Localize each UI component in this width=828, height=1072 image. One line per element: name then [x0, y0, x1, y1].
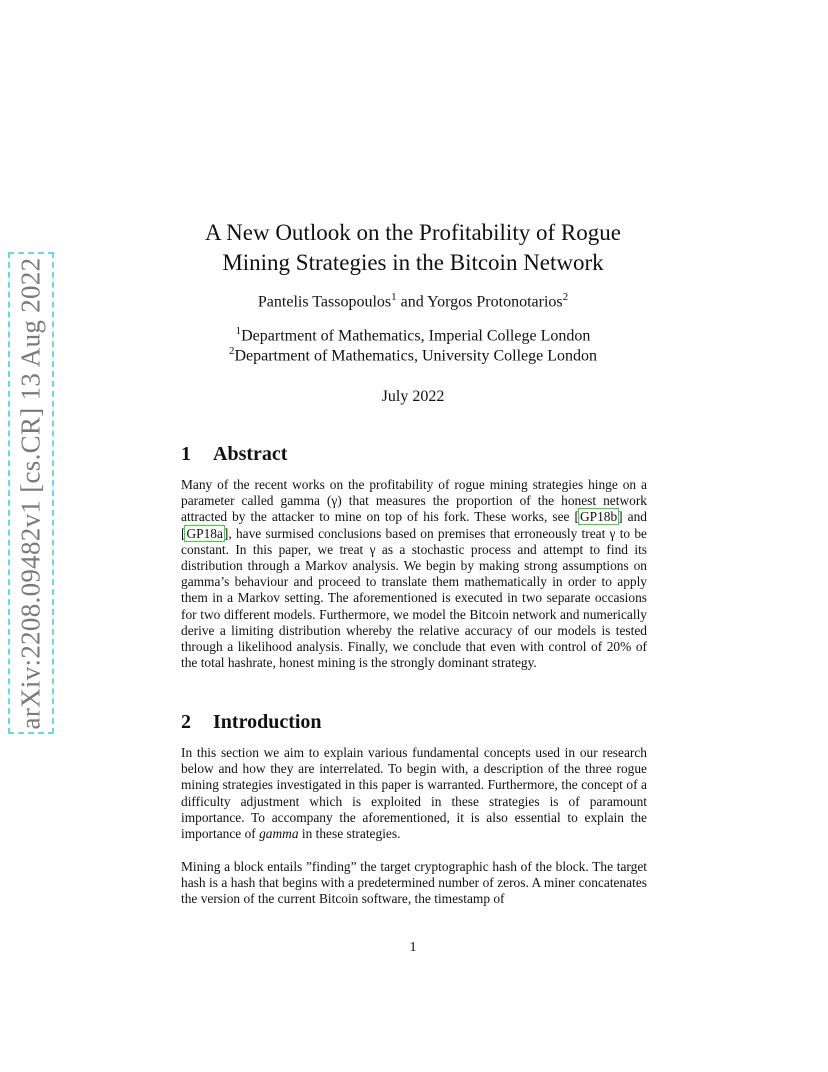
- authors: [180, 291, 646, 311]
- affiliation-2: [180, 345, 646, 365]
- paper-date: July 2022: [381, 388, 445, 405]
- affiliation-2-text: Department of Mathematics, University College London: [234, 347, 598, 365]
- intro1-text-b: in these strategies.: [298, 826, 401, 842]
- author-1-affil: 1: [391, 291, 397, 303]
- affiliation-1-text: Department of Mathematics, Imperial College London: [241, 327, 591, 345]
- arxiv-stamp[interactable]: [8, 252, 54, 734]
- citation-gp18a[interactable]: GP18a: [186, 525, 223, 541]
- intro-paragraph-1: [181, 745, 647, 842]
- abstract-paragraph: Many of the recent works on the profitability of rogue mining strategies hinge on a parameter called gamma (γ) that measures the proportion of the honest network attracted by the attacker to mine on top of his fork. These works, see [GP18b] and [GP18a], have surmised conclusions based on premises that erroneously treat γ to be constant. In this paper, we treat γ as a stochastic process and attempt to find its distribution through a Markov analysis. We begin by making strong assumptions on gamma’s behaviour and proceed to translate them mathematically in order to apply them in a Markov setting. The aforementioned is executed in two separate occasions for two different models. Furthermore, we model the Bitcoin network and numerically derive a limiting distribution whereby the relative accuracy of our models is tested through a likelihood analysis. Finally, we conclude that even with control of 20% of the total hashrate, honest mining is the strongly dominant strategy.: [181, 477, 647, 671]
- citation-gp18b[interactable]: GP18b: [579, 509, 618, 525]
- author-join: and: [396, 293, 428, 311]
- author-2-affil: 2: [562, 291, 569, 303]
- abstract-text-b: and: [622, 509, 647, 525]
- intro-paragraph-2: Mining a block entails ”finding” the target cryptographic hash of the block. The target hash is a hash that begins with a predetermined number of zeros. A miner concatenates the version of the current Bitcoin software, the timestamp of: [181, 859, 647, 907]
- section-heading-introduction: [181, 711, 322, 734]
- section-heading-abstract: [181, 443, 287, 466]
- intro1-emphasis: gamma: [259, 826, 299, 842]
- section-1-number: 1: [181, 443, 191, 465]
- abstract-text-c: , have surmised conclusions based on premises that erroneously treat γ to be constant. In this paper, we treat γ as a stochastic process and attempt to find its distribution through a Markov analysis. We begin by making strong assumptions on gamma’s behaviour and proceed to translate them mathematically in order to apply them in a Markov setting. The aforementioned is executed in two separate occasions for two different models. Furthermore, we model the Bitcoin network and numerically derive a limiting distribution whereby the relative accuracy of our models is tested through a likelihood analysis. Finally, we conclude that even with control of 20% of the total hashrate, honest mining is the strongly dominant strategy.: [181, 525, 647, 671]
- title-line-2: Mining Strategies in the Bitcoin Network: [222, 250, 604, 275]
- intro1-text-a: In this section we aim to explain various fundamental concepts used in our research below and how they are interrelated. To begin with, a description of the three rogue mining strategies investigated in this paper is warranted. Furthermore, the concept of a difficulty adjustment which is exploited in these strategies is of paramount importance. To accompany the aforementioned, it is also essential to explain the importance of: [181, 745, 647, 842]
- author-2: Yorgos Protonotarios: [427, 293, 563, 311]
- arxiv-stamp-text: arXiv:2208.09482v1 [cs.CR] 13 Aug 2022: [15, 257, 46, 729]
- section-1-title: Abstract: [213, 443, 288, 465]
- abstract-text-a: Many of the recent works on the profitability of rogue mining strategies hinge on a parameter called gamma (γ) that measures the proportion of the honest network attracted by the attacker to mine on top of his fork. These works, see: [181, 477, 647, 525]
- title-line-1: A New Outlook on the Profitability of Rogue: [205, 220, 621, 245]
- section-2-title: Introduction: [213, 711, 322, 733]
- page-number: 1: [409, 940, 417, 955]
- paper-title: [180, 218, 646, 278]
- affiliation-2-mark: 2: [228, 345, 235, 357]
- author-1: Pantelis Tassopoulos: [257, 293, 392, 311]
- affiliation-1-mark: 1: [235, 325, 242, 337]
- section-2-number: 2: [181, 711, 191, 733]
- affiliation-1: [180, 325, 646, 345]
